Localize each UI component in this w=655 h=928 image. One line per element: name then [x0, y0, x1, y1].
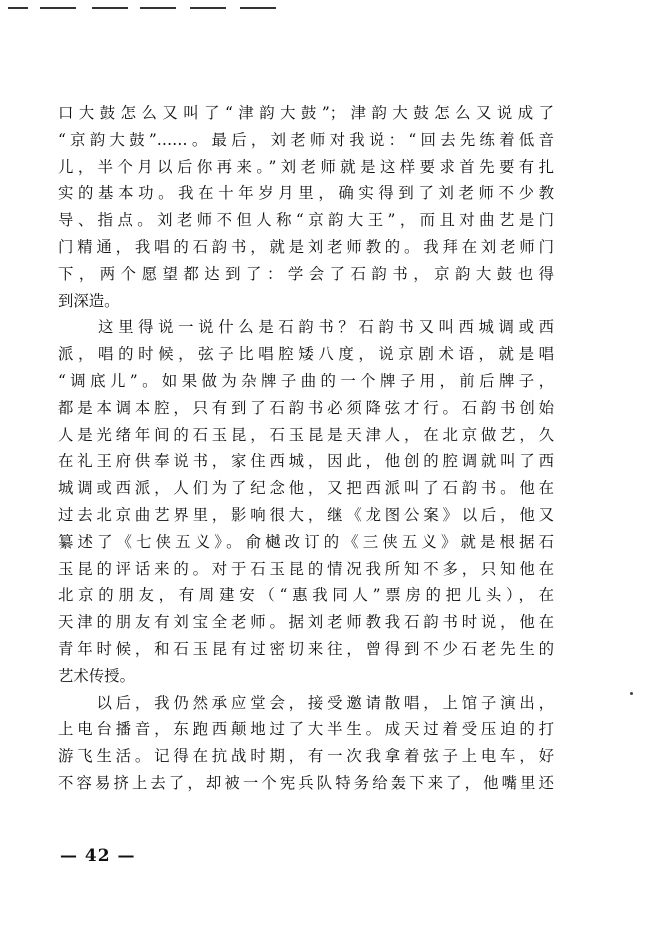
text-line: 都是本调本腔，只有到了石韵书必须降弦才行。石韵书创始: [58, 398, 554, 417]
text-line: 门精通，我唱的石韵书，就是刘老师教的。我拜在刘老师门: [58, 237, 554, 256]
page-body-text: [58, 100, 554, 797]
text-line: 到深造。: [58, 291, 120, 310]
paragraph-3: [58, 690, 554, 797]
paragraph-2: [58, 314, 554, 689]
text-line: 在礼王府供奉说书，家住西城，因此，他创的腔调就叫了西: [58, 452, 554, 471]
text-line: 纂述了《七侠五义》。俞樾改订的《三侠五义》就是根据石: [58, 532, 554, 551]
top-header-rule: [0, 4, 290, 12]
text-line: 以后，我仍然承应堂会，接受邀请散唱，上馆子演出，: [58, 693, 554, 712]
text-line: 不容易挤上去了，却被一个宪兵队特务给轰下来了，他嘴里还: [58, 773, 554, 792]
text-line: 下，两个愿望都达到了：学会了石韵书，京韵大鼓也得: [58, 264, 554, 283]
text-line: 过去北京曲艺界里，影响很大，继《龙图公案》以后，他又: [58, 505, 554, 524]
text-line: 派，唱的时候，弦子比唱腔矮八度，说京剧术语，就是唱: [58, 345, 554, 364]
text-line: 上电台播音，东跑西颠地过了大半生。成天过着受压迫的打: [58, 720, 554, 739]
text-line: 导、指点。刘老师不但人称“京韵大王”，而且对曲艺是门: [58, 211, 554, 230]
text-line: “京韵大鼓”……。最后，刘老师对我说：“回去先练着低音: [58, 130, 554, 149]
scan-speck: [630, 692, 633, 695]
text-line: “调底儿”。如果做为杂牌子曲的一个牌子用，前后牌子，: [58, 371, 554, 390]
page-number: — 42 —: [60, 846, 136, 866]
text-line: 天津的朋友有刘宝全老师。据刘老师教我石韵书时说，他在: [58, 613, 554, 632]
text-line: 玉昆的评话来的。对于石玉昆的情况我所知不多，只知他在: [58, 559, 554, 578]
text-line: 城调或西派，人们为了纪念他，又把西派叫了石韵书。他在: [58, 479, 554, 498]
text-line: 这里得说一说什么是石韵书？石韵书又叫西城调或西: [58, 318, 554, 337]
text-line: 青年时候，和石玉昆有过密切来往，曾得到不少石老先生的: [58, 639, 554, 658]
text-line: 艺术传授。: [58, 666, 135, 685]
text-line: 游飞生活。记得在抗战时期，有一次我拿着弦子上电车，好: [58, 747, 554, 766]
text-line: 实的基本功。我在十年岁月里，确实得到了刘老师不少教: [58, 184, 554, 203]
text-line: 北京的朋友，有周建安（“惠我同人”票房的把儿头），在: [58, 586, 554, 605]
text-line: 口大鼓怎么又叫了“津韵大鼓”；津韵大鼓怎么又说成了: [58, 104, 554, 122]
text-line: 儿，半个月以后你再来。”刘老师就是这样要求首先要有扎: [58, 157, 554, 176]
text-line: 人是光绪年间的石玉昆，石玉昆是天津人，在北京做艺，久: [58, 425, 554, 444]
paragraph-1: [58, 100, 554, 314]
